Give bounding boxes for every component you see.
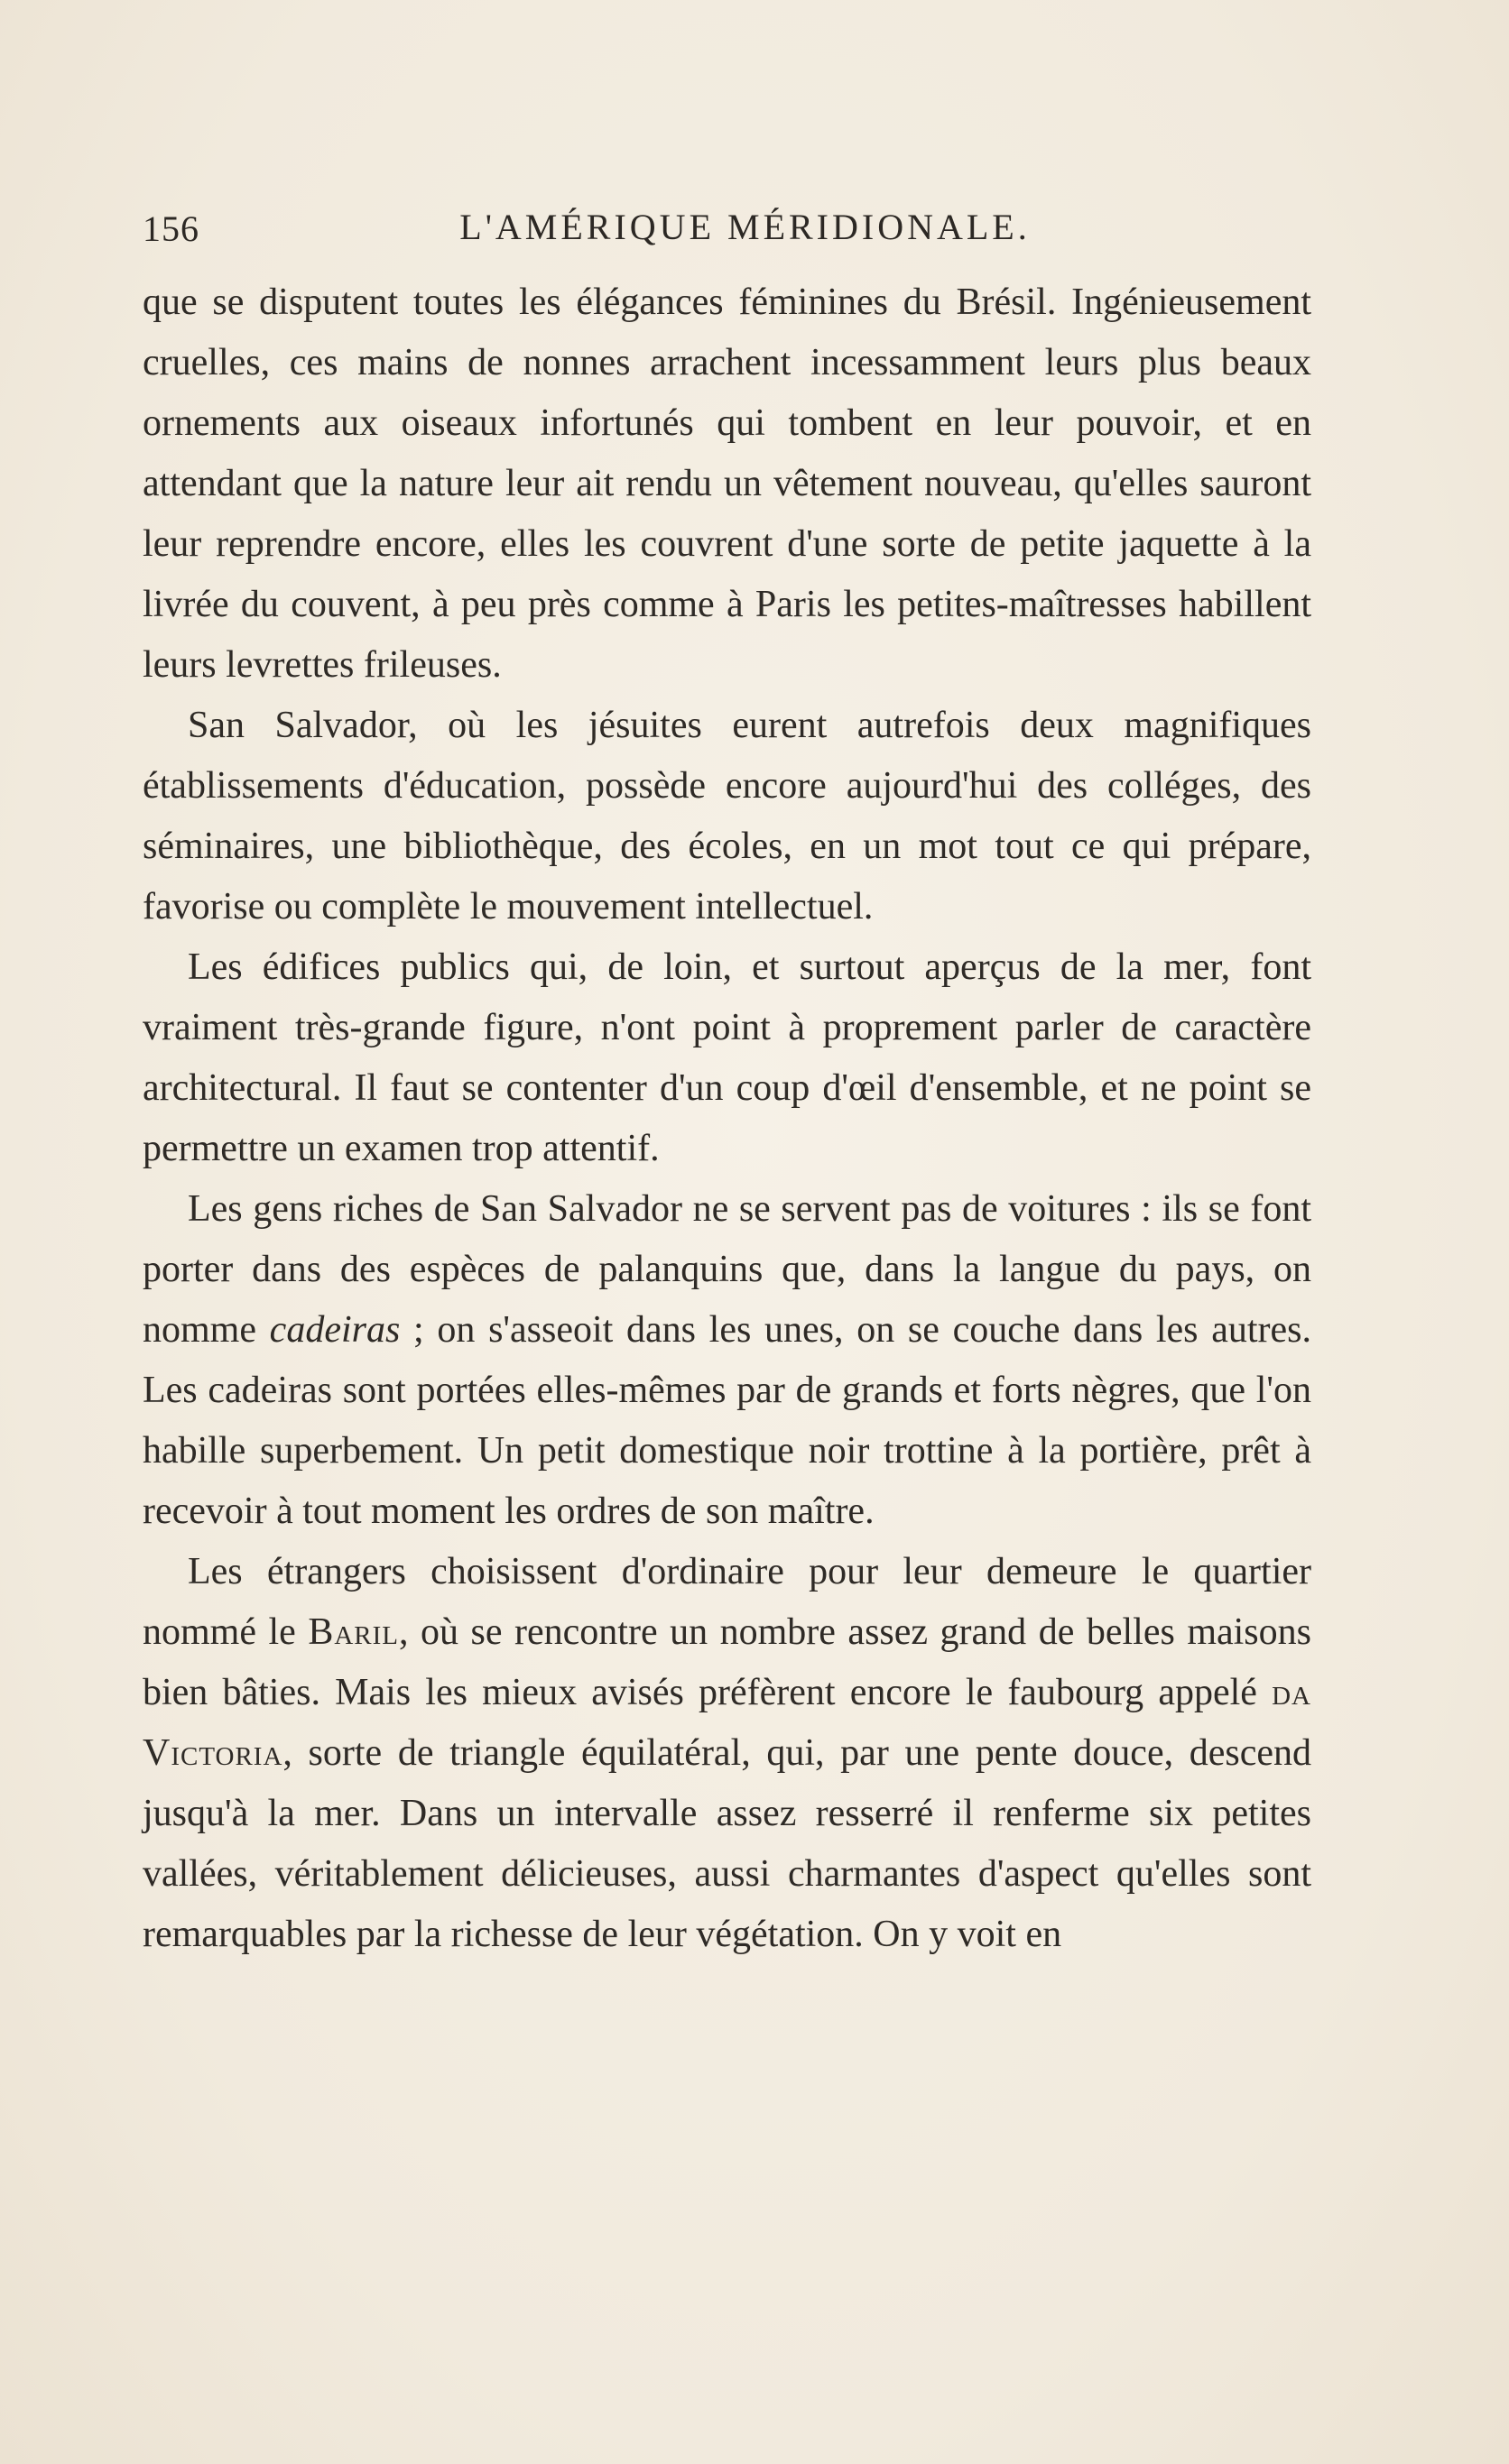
body-text	[143, 272, 1311, 1965]
page-number: 156	[143, 208, 199, 249]
page-header	[143, 200, 1311, 254]
running-title: L'AMÉRIQUE MÉRIDIONALE.	[459, 207, 1031, 247]
paragraph	[143, 1179, 1311, 1542]
paragraph	[143, 1542, 1311, 1965]
paragraph: que se disputent toutes les élégances féminines du Brésil. Ingénieusement cruelles, ces mains de nonnes arrachent incessamment leurs plus beaux ornements aux oiseaux infortunés qui tombent en leur pouvoir, et en attendant que la nature leur ait rendu un vêtement nouveau, qu'elles sauront leur reprendre encore, elles les couvrent d'une sorte de petite jaquette à la livrée du couvent, à peu près comme à Paris les petites-maîtresses habillent leurs levrettes frileuses.	[143, 281, 1311, 686]
paragraph: Les édifices publics qui, de loin, et surtout aperçus de la mer, font vraiment très-grande figure, n'ont point à proprement parler de caractère architectural. Il faut se contenter d'un coup d'œil d'ensemble, et ne point se permettre un examen trop attentif.	[143, 946, 1311, 1169]
small-caps-term: da Victoria	[143, 1672, 1311, 1774]
small-caps-term: Baril	[308, 1611, 399, 1653]
paragraph-text: , où se rencontre un nombre assez grand de belles maisons bien bâties. Mais les mieux avisés préfèrent encore le faubourg appelé	[143, 1611, 1311, 1713]
paragraph-text: Les gens riches de San Salvador ne se servent pas de voitures : ils se font porter dans des espèces de palanquins que, dans la langue du pays, on nomme	[143, 1188, 1311, 1351]
paragraph-text: ; on s'asseoit dans les unes, on se couche dans les autres. Les cadeiras sont portées elles-mêmes par de grands et forts nègres, que l'on habille superbement. Un petit domestique noir trottine à la portière, prêt à recevoir à tout moment les ordres de son maître.	[143, 1309, 1311, 1532]
italic-term: cadeiras	[269, 1309, 401, 1351]
paragraph: San Salvador, où les jésuites eurent autrefois deux magnifiques établissements d'éducation, possède encore aujourd'hui des colléges, des séminaires, une bibliothèque, des écoles, en un mot tout ce qui prépare, favorise ou complète le mouvement intellectuel.	[143, 705, 1311, 927]
paragraph-text: , sorte de triangle équilatéral, qui, par une pente douce, descend jusqu'à la mer. Dans un intervalle assez resserré il renferme six petites vallées, véritablement délicieuses, aussi charmantes d'aspect qu'elles sont remarquables par la richesse de leur végétation. On y voit en	[143, 1732, 1311, 1955]
paragraph-text: Les étrangers choisissent d'ordinaire pour leur demeure le quartier nommé le	[143, 1551, 1311, 1653]
